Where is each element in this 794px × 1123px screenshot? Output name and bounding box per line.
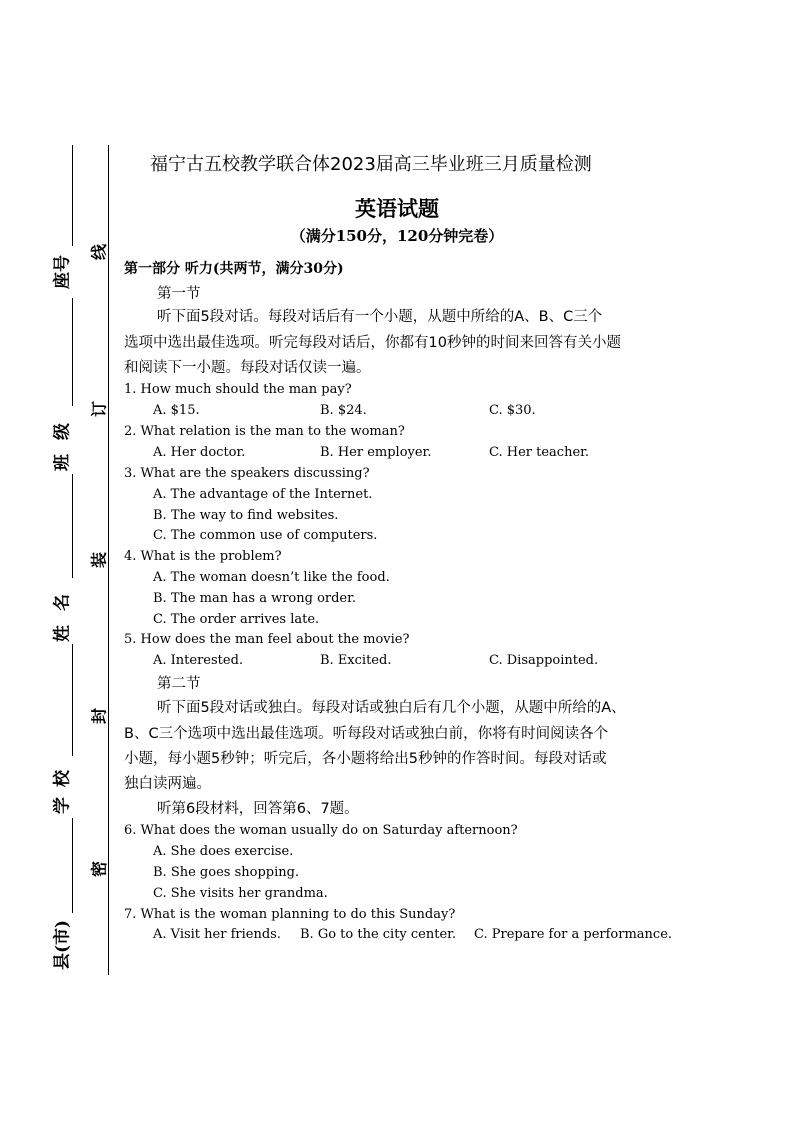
- part1-title: 第一部分 听力(共两节，满分30分): [124, 261, 344, 277]
- name-label: 姓名: [52, 580, 73, 642]
- subject-title: 英语试题: [355, 197, 439, 221]
- section2-instruction-line: 小题，每小题5秒钟；听完后，各小题将给出5秒钟的作答时间。每段对话或: [124, 751, 607, 767]
- question-stem: 6. What does the woman usually do on Saturday afternoon?: [124, 823, 518, 838]
- option-c: C. Her teacher.: [489, 445, 590, 460]
- option-b: B. The way to find websites.: [153, 508, 339, 523]
- section2-title: 第二节: [157, 676, 201, 692]
- option-c: C. The common use of computers.: [153, 528, 378, 543]
- seal-char-zhuang: 装: [89, 551, 109, 569]
- question-stem: 7. What is the woman planning to do this Sunday?: [124, 907, 456, 922]
- seal-char-mi: 密: [89, 860, 109, 878]
- option-c: C. The order arrives late.: [153, 612, 320, 627]
- section2-instruction-line: 听下面5段对话或独白。每段对话或独白后有几个小题，从题中所给的A、: [157, 700, 626, 716]
- question-stem: 5. How does the man feel about the movie?: [124, 632, 410, 647]
- option-b: B. She goes shopping.: [153, 865, 300, 880]
- option-c: C. Prepare for a performance.: [474, 927, 673, 942]
- school-label: 学校: [52, 760, 73, 814]
- question-stem: 4. What is the problem?: [124, 549, 282, 564]
- option-a: A. Her doctor.: [153, 445, 246, 460]
- section1-instruction-line: 和阅读下一小题。每段对话仅读一遍。: [124, 360, 371, 376]
- option-a: A. The woman doesn’t like the food.: [153, 570, 390, 585]
- option-c: C. Disappointed.: [489, 653, 599, 668]
- class-label: 班级: [52, 409, 73, 471]
- option-b: B. The man has a wrong order.: [153, 591, 357, 606]
- option-b: B. Her employer.: [320, 445, 432, 460]
- seal-char-ding: 订: [89, 400, 109, 418]
- question-stem: 2. What relation is the man to the woman?: [124, 424, 405, 439]
- option-b: B. Go to the city center.: [300, 927, 457, 942]
- option-c: C. She visits her grandma.: [153, 886, 328, 901]
- question-stem: 1. How much should the man pay?: [124, 382, 352, 397]
- option-a: A. She does exercise.: [153, 844, 294, 859]
- option-a: A. $15.: [153, 403, 200, 418]
- material-note: 听第6段材料，回答第6、7题。: [157, 801, 359, 817]
- option-b: B. $24.: [320, 403, 367, 418]
- section2-instruction-line: B、C三个选项中选出最佳选项。听每段对话或独白前，你将有时间阅读各个: [124, 726, 609, 742]
- option-a: A. Interested.: [153, 653, 244, 668]
- seal-char-feng: 封: [89, 707, 109, 725]
- seal-char-xian: 线: [89, 243, 109, 261]
- exam-info: （满分150分，120分钟完卷）: [290, 227, 504, 245]
- question-stem: 3. What are the speakers discussing?: [124, 466, 370, 481]
- option-c: C. $30.: [489, 403, 536, 418]
- county-label: 县(市): [52, 919, 73, 971]
- option-a: A. The advantage of the Internet.: [153, 487, 373, 502]
- section1-instruction-line: 选项中选出最佳选项。听完每段对话后，你都有10秒钟的时间来回答有关小题: [124, 335, 621, 351]
- option-a: A. Visit her friends.: [153, 927, 281, 942]
- section1-instruction-line: 听下面5段对话。每段对话后有一个小题，从题中所给的A、B、C三个: [157, 309, 603, 325]
- seat-number-label: 座号: [52, 255, 73, 289]
- school-title: 福宁古五校教学联合体2023届高三毕业班三月质量检测: [150, 154, 592, 175]
- section2-instruction-line: 独白读两遍。: [124, 776, 211, 792]
- option-b: B. Excited.: [320, 653, 392, 668]
- section1-title: 第一节: [157, 286, 201, 302]
